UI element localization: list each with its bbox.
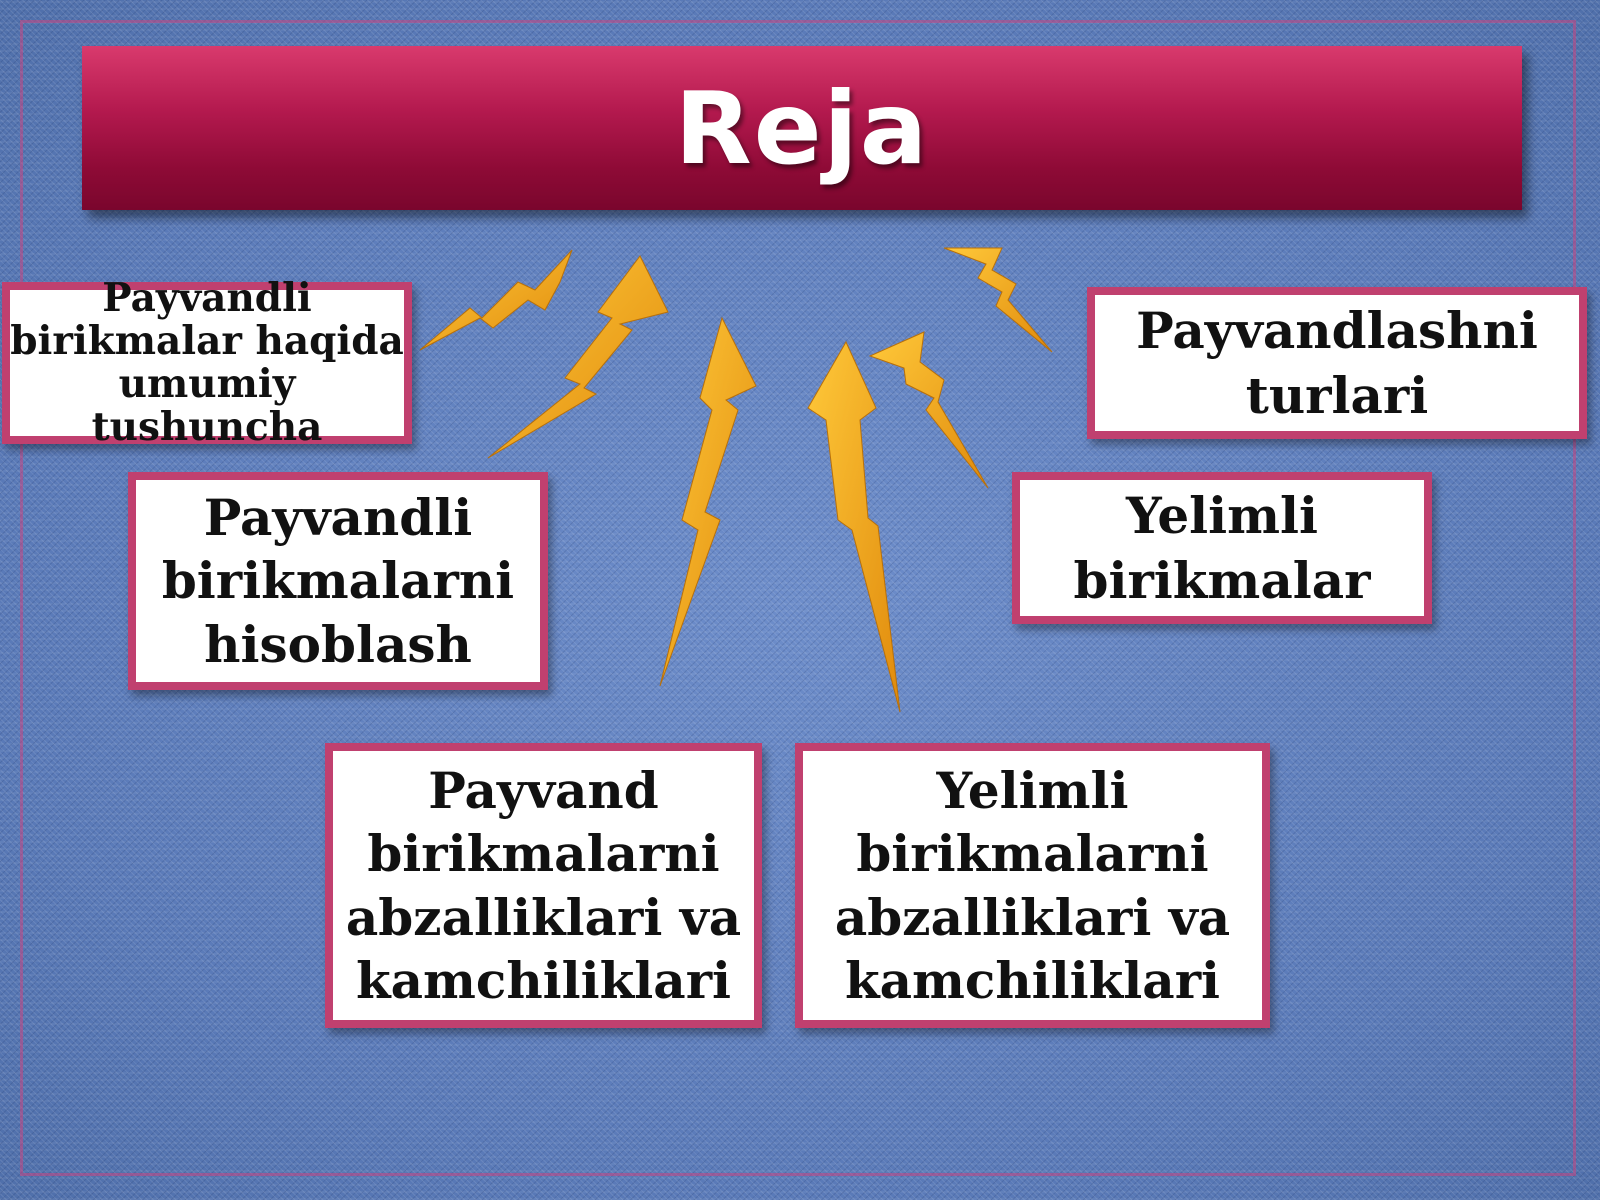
plan-item-label: Payvandlashni turlari [1136,301,1538,425]
plan-item-general-concept [2,275,412,450]
plan-item-label: Payvandli birikmalar haqida umumiy tushuncha [10,275,404,450]
plan-item-label: Yelimli birikmalar [1073,486,1371,610]
lightning-bolt-icon [870,332,988,488]
lightning-bolt-icon [808,342,900,712]
lightning-bolt-icon [420,250,572,350]
plan-item-label: Payvand birikmalarni abzalliklari va kamchiliklari [345,760,742,1010]
lightning-bolt-icon [944,248,1052,352]
lightning-bolt-icon [660,318,756,686]
slide-title: Reja [674,69,930,187]
plan-item-adhesive-joints [1012,472,1432,624]
plan-item-adhesive-pros-cons [795,743,1270,1028]
plan-item-weld-pros-cons [325,743,762,1028]
plan-item-label: Yelimli birikmalarni abzalliklari va kamchiliklari [834,760,1231,1010]
plan-item-welding-types [1087,287,1587,439]
plan-item-calculation [128,472,548,690]
plan-item-label: Payvandli birikmalarni hisoblash [161,487,515,674]
